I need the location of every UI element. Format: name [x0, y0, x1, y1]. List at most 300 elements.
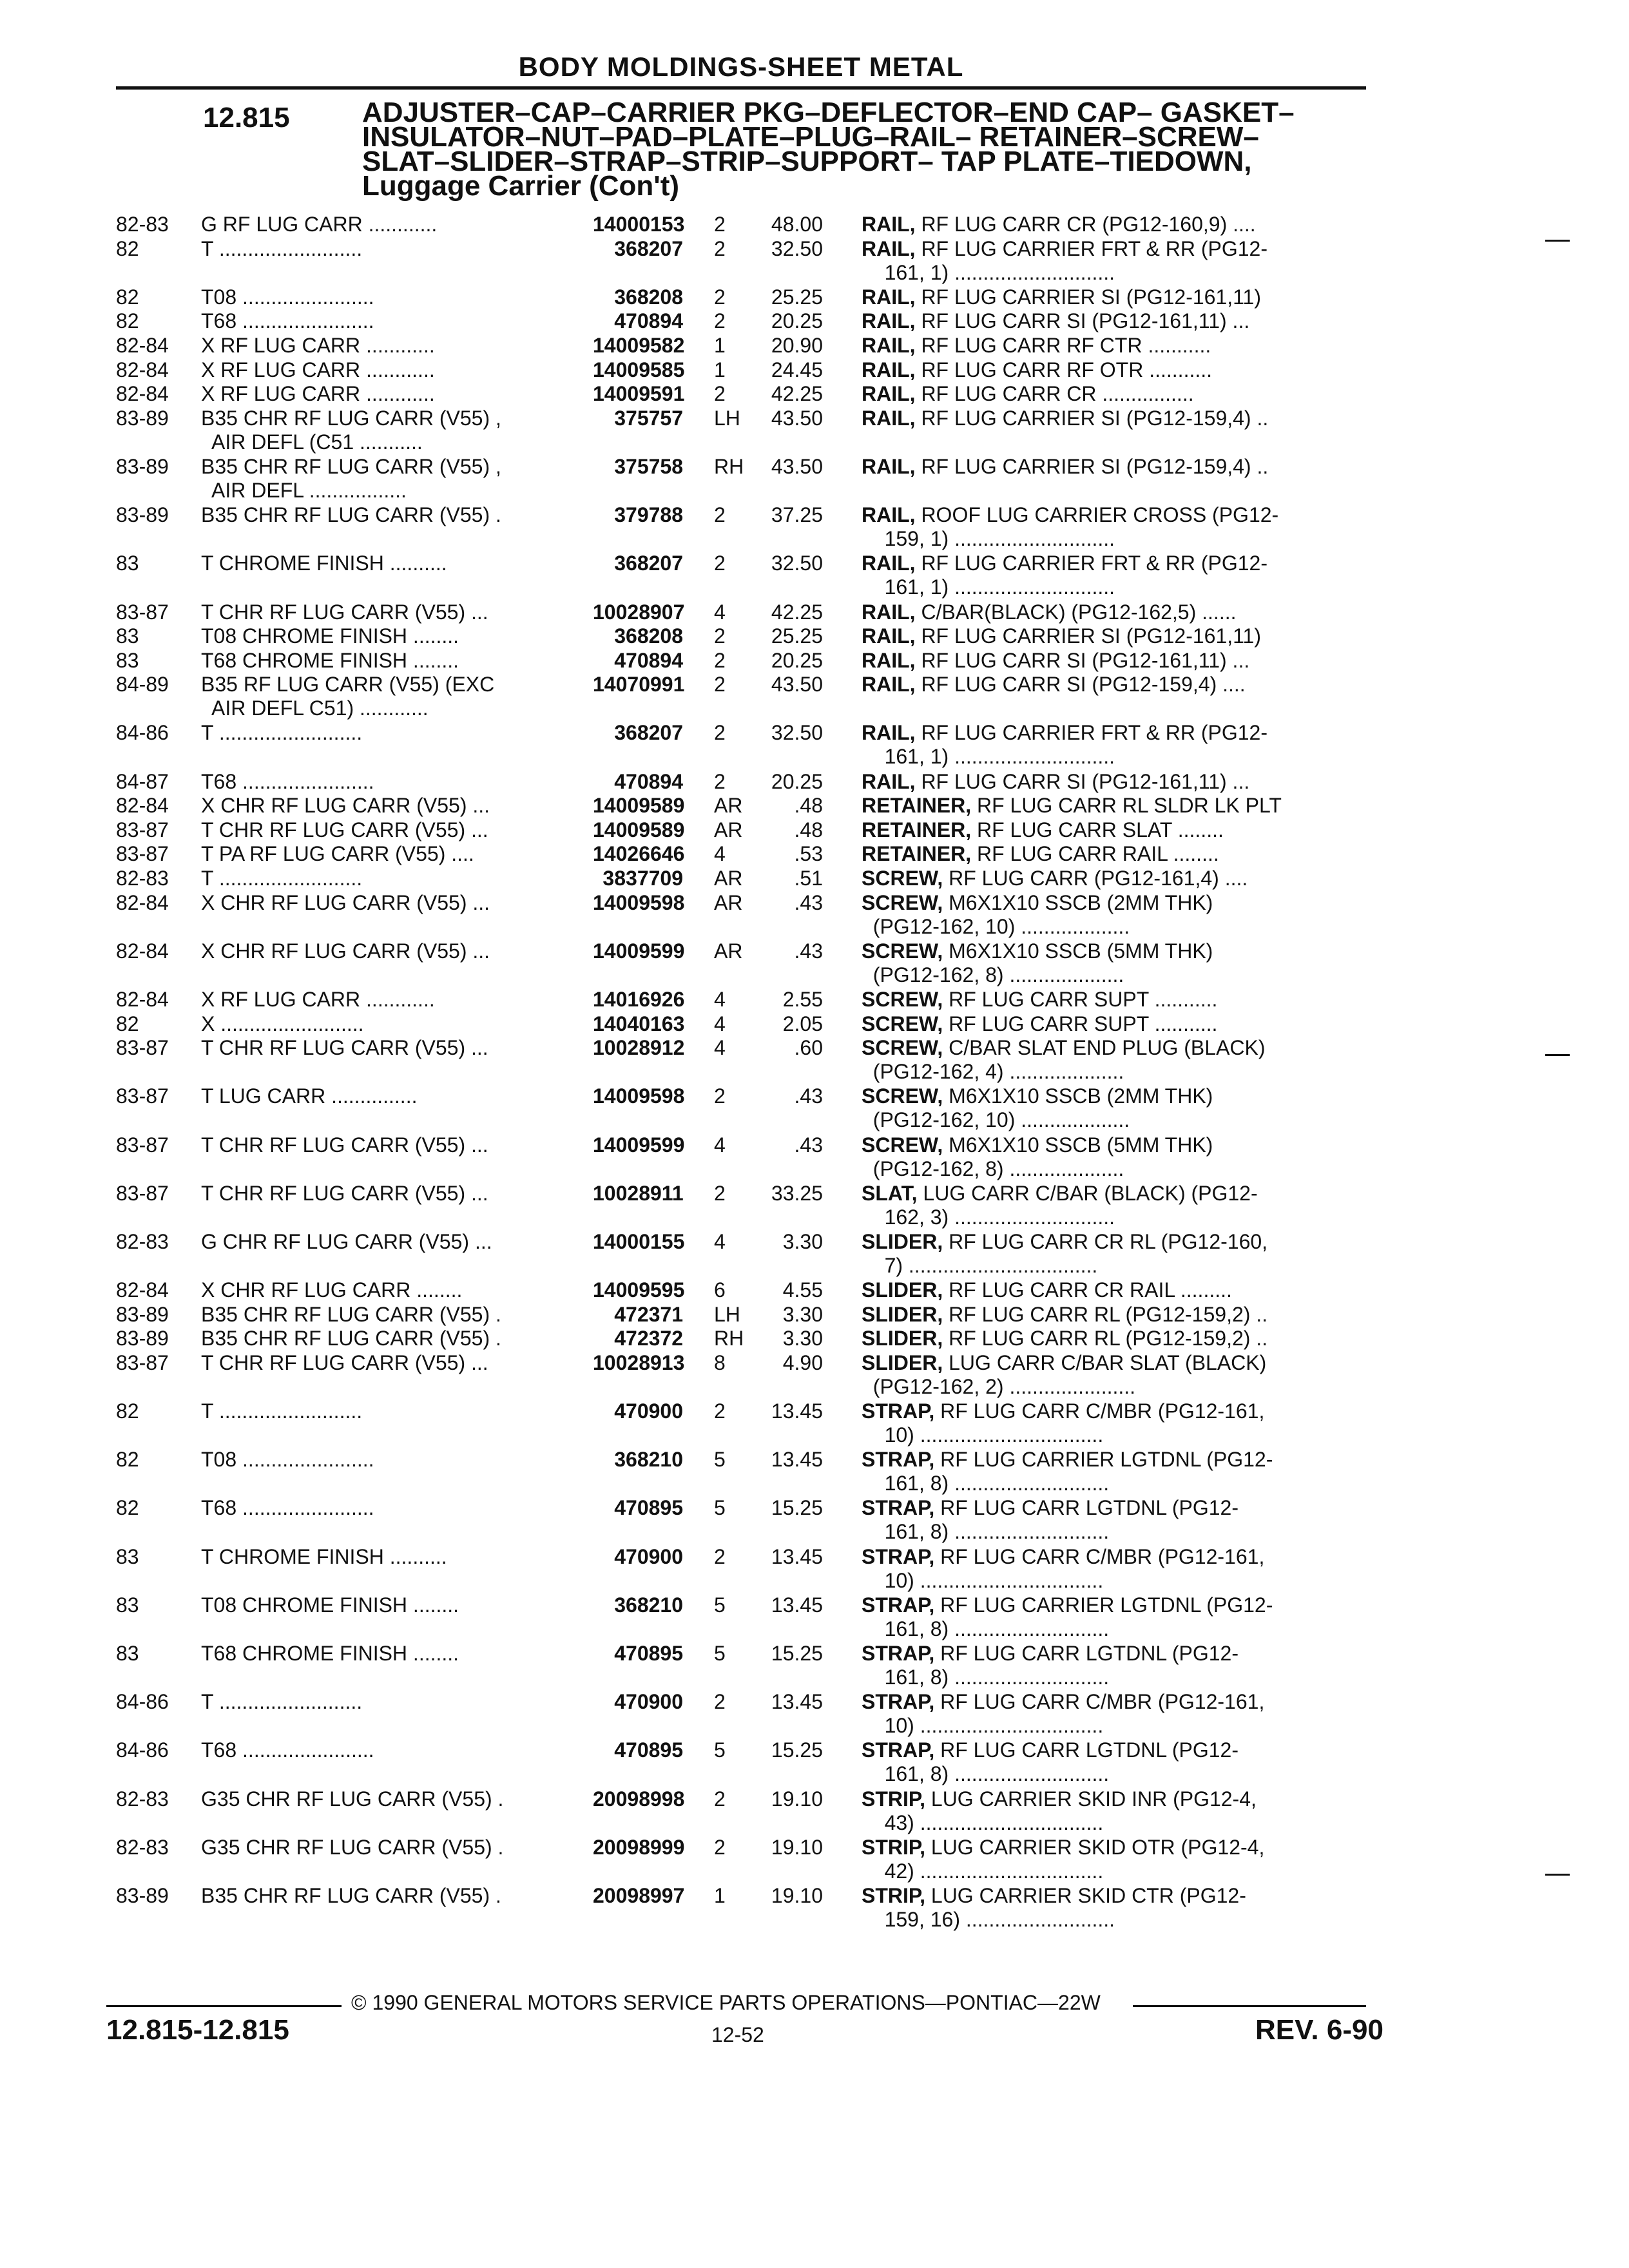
quantity-cell: 5	[714, 1738, 726, 1762]
part-number-cell: 20098998	[593, 1787, 685, 1811]
price-cell: 25.25	[771, 285, 823, 309]
table-row	[116, 309, 1366, 334]
table-row	[116, 842, 1366, 867]
description-cell: G CHR RF LUG CARR (V55) ...	[201, 1229, 492, 1253]
price-cell: 15.25	[771, 1738, 823, 1762]
price-cell: .43	[794, 939, 823, 963]
price-cell: 43.50	[771, 454, 823, 478]
part-name-keyword: RAIL,	[862, 358, 916, 381]
model-year-cell: 82-83	[116, 1835, 169, 1859]
quantity-cell: 2	[714, 503, 726, 527]
part-name-detail: RF LUG CARRIER LGTDNL (PG12- 161, 8) ...........................	[884, 1593, 1273, 1640]
table-row	[116, 334, 1366, 358]
part-name-detail: RF LUG CARR C/MBR (PG12-161, 10) ................................	[884, 1544, 1265, 1592]
table-row	[116, 867, 1366, 891]
price-cell: .43	[794, 1133, 823, 1157]
part-name-cell	[823, 1133, 1366, 1181]
part-name-detail: M6X1X10 SSCB (5MM THK) (PG12-162, 8) ....................	[872, 939, 1213, 986]
table-row	[116, 770, 1366, 794]
quantity-cell: 2	[714, 552, 726, 575]
part-number-cell: 472371	[614, 1302, 683, 1326]
part-name-detail: RF LUG CARRIER FRT & RR (PG12- 161, 1) ............................	[884, 721, 1268, 769]
part-name-detail: RF LUG CARR CR ................	[915, 382, 1194, 406]
part-name-keyword: RETAINER,	[862, 818, 972, 841]
part-name-detail: RF LUG CARR RL SLDR LK PLT	[971, 794, 1282, 818]
part-name-detail: RF LUG CARR CR RL (PG12-160, 7) .................................	[884, 1229, 1268, 1277]
price-cell: 43.50	[771, 673, 823, 697]
part-number-cell: 14016926	[593, 988, 685, 1011]
part-name-cell	[823, 1545, 1366, 1593]
price-cell: 13.45	[771, 1448, 823, 1472]
part-number-cell: 14009598	[593, 1084, 685, 1108]
part-name-detail: RF LUG CARRIER SI (PG12-161,11)	[915, 285, 1261, 309]
table-row	[116, 939, 1366, 988]
description-cell: T08 .......................	[201, 285, 374, 309]
description-cell: T68 .......................	[201, 1496, 374, 1520]
part-number-cell: 10028911	[593, 1181, 684, 1205]
table-row	[116, 1182, 1366, 1230]
section-number: 12.815	[203, 102, 290, 133]
part-name-cell	[823, 309, 1366, 333]
description-cell: B35 CHR RF LUG CARR (V55) .	[201, 1327, 501, 1350]
table-row	[116, 1448, 1366, 1496]
part-number-cell: 14026646	[593, 842, 685, 866]
model-year-cell: 82-84	[116, 794, 169, 818]
part-name-detail: RF LUG CARR SI (PG12-161,11) ...	[915, 769, 1250, 793]
price-cell: .48	[794, 794, 823, 818]
description-cell: X RF LUG CARR ............	[201, 358, 435, 381]
part-name-cell	[823, 601, 1366, 624]
part-name-keyword: RAIL,	[862, 624, 916, 648]
part-number-cell: 470894	[614, 309, 683, 333]
part-number-cell: 10028907	[593, 600, 685, 624]
part-name-detail: RF LUG CARR (PG12-161,4) ....	[943, 867, 1248, 890]
description-cell: T .........................	[201, 867, 363, 890]
description-cell: T CHROME FINISH ..........	[201, 552, 447, 575]
quantity-cell: 4	[714, 842, 726, 866]
model-year-cell: 83-87	[116, 1133, 169, 1157]
quantity-cell: 4	[714, 1229, 726, 1253]
part-name-keyword: STRAP,	[862, 1690, 935, 1714]
description-cell: X CHR RF LUG CARR (V55) ...	[201, 890, 490, 914]
model-year-cell: 82	[116, 309, 139, 333]
part-number-cell: 379788	[614, 503, 683, 527]
margin-tick	[1545, 1874, 1570, 1876]
model-year-cell: 83-87	[116, 1084, 169, 1108]
page-number: 12-52	[711, 2023, 764, 2046]
part-name-cell	[823, 213, 1366, 236]
model-year-cell: 84-89	[116, 673, 169, 697]
part-number-cell: 368208	[614, 624, 683, 648]
section-title: ADJUSTER–CAP–CARRIER PKG–DEFLECTOR–END CAP– GASKET–INSULATOR–NUT–PAD–PLATE–PLUG–RAIL– RETAINER–SCREW–SLAT–SLIDER–STRAP–STRIP–SUPPORT– TAP PLATE–TIEDOWN, Luggage Carrier (Con't)	[362, 97, 1295, 202]
part-name-detail: LUG CARR C/BAR SLAT (BLACK) (PG12-162, 2) ......................	[872, 1350, 1267, 1398]
part-number-cell: 470900	[614, 1399, 683, 1423]
part-name-cell	[823, 1593, 1366, 1641]
part-name-detail: RF LUG CARR CR (PG12-160,9) ....	[915, 213, 1256, 236]
quantity-cell: AR	[714, 890, 743, 914]
part-name-cell	[823, 455, 1366, 479]
price-cell: .48	[794, 818, 823, 841]
part-name-keyword: RAIL,	[862, 382, 916, 406]
margin-tick	[1545, 240, 1570, 242]
model-year-cell: 82-84	[116, 358, 169, 381]
quantity-cell: 1	[714, 1883, 726, 1907]
quantity-cell: 2	[714, 1787, 726, 1811]
price-cell: 32.50	[771, 236, 823, 260]
page-title: BODY MOLDINGS-SHEET METAL	[518, 52, 964, 82]
quantity-cell: 2	[714, 1399, 726, 1423]
description-cell: G35 CHR RF LUG CARR (V55) .	[201, 1787, 504, 1811]
model-year-cell: 82-83	[116, 867, 169, 890]
part-name-detail: M6X1X10 SSCB (2MM THK) (PG12-162, 10) ...................	[872, 1084, 1213, 1132]
table-row	[116, 1399, 1366, 1448]
price-cell: 20.25	[771, 309, 823, 333]
description-cell: X RF LUG CARR ............	[201, 333, 435, 357]
part-name-keyword: SCREW,	[862, 939, 943, 963]
part-name-keyword: RAIL,	[862, 503, 916, 527]
model-year-cell: 82-84	[116, 939, 169, 963]
table-row	[116, 455, 1366, 503]
price-cell: 48.00	[771, 213, 823, 236]
part-number-cell: 14009599	[593, 1133, 685, 1157]
part-name-keyword: RAIL,	[862, 648, 916, 672]
price-cell: 42.25	[771, 600, 823, 624]
part-name-detail: RF LUG CARR C/MBR (PG12-161, 10) ................................	[884, 1399, 1265, 1447]
table-row	[116, 1884, 1366, 1932]
price-cell: .51	[794, 867, 823, 890]
description-cell: T68 CHROME FINISH ........	[201, 1642, 459, 1666]
part-name-keyword: SLAT,	[862, 1181, 918, 1205]
model-year-cell: 83	[116, 624, 139, 648]
footer-rule-right	[1133, 2005, 1366, 2007]
price-cell: .43	[794, 890, 823, 914]
quantity-cell: 2	[714, 648, 726, 672]
part-name-cell	[823, 842, 1366, 866]
part-number-cell: 14040163	[593, 1012, 685, 1035]
model-year-cell: 83-89	[116, 503, 169, 527]
part-name-keyword: STRAP,	[862, 1642, 935, 1666]
part-name-keyword: RETAINER,	[862, 794, 972, 818]
part-name-cell	[823, 358, 1366, 382]
price-cell: 24.45	[771, 358, 823, 381]
quantity-cell: 8	[714, 1350, 726, 1374]
part-name-keyword: RETAINER,	[862, 842, 972, 866]
part-number-cell: 3837709	[602, 867, 683, 890]
part-name-cell	[823, 334, 1366, 358]
part-number-cell: 14009585	[593, 358, 685, 381]
model-year-cell: 82	[116, 285, 139, 309]
part-name-keyword: RAIL,	[862, 454, 916, 478]
part-name-keyword: STRAP,	[862, 1544, 935, 1568]
part-name-detail: RF LUG CARR LGTDNL (PG12- 161, 8) ...........................	[884, 1642, 1239, 1689]
part-name-detail: RF LUG CARR SUPT ...........	[943, 1012, 1218, 1035]
part-number-cell: 14000155	[593, 1229, 685, 1253]
model-year-cell: 84-87	[116, 769, 169, 793]
part-name-detail: RF LUG CARR SUPT ...........	[943, 988, 1218, 1011]
part-name-cell	[823, 988, 1366, 1012]
part-number-cell: 368207	[614, 721, 683, 745]
quantity-cell: AR	[714, 794, 743, 818]
description-cell: T CHR RF LUG CARR (V55) ...	[201, 818, 488, 841]
model-year-cell: 82-83	[116, 213, 169, 236]
quantity-cell: 4	[714, 1012, 726, 1035]
part-name-detail: RF LUG CARRIER SI (PG12-159,4) ..	[915, 406, 1269, 430]
part-name-detail: RF LUG CARR SLAT ........	[971, 818, 1224, 841]
price-cell: 4.55	[782, 1278, 823, 1302]
part-name-keyword: RAIL,	[862, 236, 916, 260]
quantity-cell: 2	[714, 236, 726, 260]
quantity-cell: 2	[714, 769, 726, 793]
part-name-detail: RF LUG CARR C/MBR (PG12-161, 10) ................................	[884, 1690, 1265, 1738]
part-name-keyword: STRAP,	[862, 1399, 935, 1423]
part-number-cell: 470900	[614, 1690, 683, 1714]
part-name-cell	[823, 867, 1366, 890]
part-number-cell: 368207	[614, 236, 683, 260]
price-cell: 37.25	[771, 503, 823, 527]
part-name-detail: RF LUG CARRIER SI (PG12-161,11)	[915, 624, 1261, 648]
part-name-detail: RF LUG CARR LGTDNL (PG12- 161, 8) ...........................	[884, 1738, 1239, 1786]
part-name-cell	[823, 770, 1366, 794]
part-number-cell: 375757	[614, 406, 683, 430]
part-number-cell: 20098999	[593, 1835, 685, 1859]
part-name-cell	[823, 1327, 1366, 1350]
part-number-cell: 14070991	[593, 673, 685, 697]
price-cell: 3.30	[782, 1302, 823, 1326]
part-number-cell: 14009589	[593, 794, 685, 818]
model-year-cell: 83	[116, 648, 139, 672]
part-name-cell	[823, 1036, 1366, 1084]
part-name-detail: RF LUG CARRIER LGTDNL (PG12- 161, 8) ...........................	[884, 1448, 1273, 1495]
table-row	[116, 285, 1366, 310]
part-name-keyword: STRAP,	[862, 1593, 935, 1617]
table-row	[116, 213, 1366, 237]
quantity-cell: 4	[714, 600, 726, 624]
model-year-cell: 83-89	[116, 1302, 169, 1326]
part-name-keyword: RAIL,	[862, 721, 916, 745]
quantity-cell: LH	[714, 406, 740, 430]
table-row	[116, 1133, 1366, 1182]
part-number-cell: 470895	[614, 1496, 683, 1520]
table-row	[116, 1642, 1366, 1690]
margin-tick	[1545, 1054, 1570, 1056]
model-year-cell: 83	[116, 1544, 139, 1568]
part-name-detail: LUG CARRIER SKID CTR (PG12- 159, 16) ..........................	[884, 1883, 1246, 1931]
model-year-cell: 83-89	[116, 1883, 169, 1907]
model-year-cell: 82-84	[116, 988, 169, 1011]
quantity-cell: 2	[714, 213, 726, 236]
description-cell: T08 .......................	[201, 1448, 374, 1472]
part-name-keyword: STRAP,	[862, 1448, 935, 1472]
part-name-keyword: STRIP,	[862, 1787, 925, 1811]
model-year-cell: 82-84	[116, 382, 169, 406]
part-name-detail: RF LUG CARR SI (PG12-161,11) ...	[915, 309, 1250, 333]
part-name-detail: RF LUG CARRIER SI (PG12-159,4) ..	[915, 454, 1269, 478]
model-year-cell: 82	[116, 1496, 139, 1520]
part-name-cell	[823, 503, 1366, 551]
part-name-detail: RF LUG CARR SI (PG12-159,4) ....	[915, 673, 1246, 697]
quantity-cell: 2	[714, 1690, 726, 1714]
model-year-cell: 82-83	[116, 1787, 169, 1811]
price-cell: 3.30	[782, 1327, 823, 1350]
price-cell: 33.25	[771, 1181, 823, 1205]
price-cell: 25.25	[771, 624, 823, 648]
quantity-cell: RH	[714, 454, 744, 478]
quantity-cell: 2	[714, 1835, 726, 1859]
table-row	[116, 818, 1366, 843]
table-row	[116, 358, 1366, 383]
description-cell: T CHROME FINISH ..........	[201, 1544, 447, 1568]
model-year-cell: 83-89	[116, 1327, 169, 1350]
quantity-cell: 2	[714, 1084, 726, 1108]
part-name-cell	[823, 818, 1366, 842]
part-name-keyword: STRIP,	[862, 1835, 925, 1859]
description-cell: T68 .......................	[201, 1738, 374, 1762]
part-number-cell: 470895	[614, 1738, 683, 1762]
part-name-keyword: SCREW,	[862, 890, 943, 914]
price-cell: 19.10	[771, 1787, 823, 1811]
model-year-cell: 82	[116, 236, 139, 260]
model-year-cell: 84-86	[116, 1690, 169, 1714]
table-row	[116, 1496, 1366, 1544]
model-year-cell: 82-84	[116, 890, 169, 914]
part-name-cell	[823, 673, 1366, 697]
part-name-keyword: SCREW,	[862, 1012, 943, 1035]
description-cell: T PA RF LUG CARR (V55) ....	[201, 842, 474, 866]
table-row	[116, 407, 1366, 455]
table-row	[116, 1593, 1366, 1642]
part-name-cell	[823, 721, 1366, 769]
part-name-detail: RF LUG CARR RL (PG12-159,2) ..	[943, 1327, 1268, 1350]
price-cell: 20.90	[771, 333, 823, 357]
model-year-cell: 84-86	[116, 721, 169, 745]
price-cell: 42.25	[771, 382, 823, 406]
table-row	[116, 1738, 1366, 1787]
description-cell: T .........................	[201, 721, 363, 745]
part-name-cell	[823, 237, 1366, 285]
part-number-cell: 14009598	[593, 890, 685, 914]
part-name-detail: C/BAR SLAT END PLUG (BLACK) (PG12-162, 4) ....................	[872, 1036, 1266, 1084]
part-name-detail: LUG CARRIER SKID OTR (PG12-4, 42) ................................	[884, 1835, 1265, 1883]
part-number-cell: 14009582	[593, 333, 685, 357]
description-cell: G RF LUG CARR ............	[201, 213, 438, 236]
parts-table	[116, 213, 1366, 1932]
quantity-cell: 4	[714, 1036, 726, 1060]
table-row	[116, 891, 1366, 939]
table-row	[116, 1084, 1366, 1133]
part-name-keyword: SCREW,	[862, 1084, 943, 1108]
quantity-cell: 4	[714, 988, 726, 1011]
quantity-cell: 4	[714, 1133, 726, 1157]
table-row	[116, 673, 1366, 721]
part-name-cell	[823, 1738, 1366, 1786]
part-number-cell: 14009589	[593, 818, 685, 841]
table-row	[116, 1036, 1366, 1084]
table-row	[116, 794, 1366, 818]
price-cell: 19.10	[771, 1883, 823, 1907]
quantity-cell: 2	[714, 382, 726, 406]
table-row	[116, 649, 1366, 673]
part-number-cell: 470895	[614, 1642, 683, 1666]
header-rule	[116, 86, 1366, 90]
quantity-cell: 5	[714, 1593, 726, 1617]
quantity-cell: 2	[714, 285, 726, 309]
part-name-keyword: SLIDER,	[862, 1278, 943, 1302]
price-cell: 15.25	[771, 1496, 823, 1520]
price-cell: 20.25	[771, 769, 823, 793]
part-name-detail: RF LUG CARRIER FRT & RR (PG12- 161, 1) ............................	[884, 236, 1268, 284]
part-name-cell	[823, 1496, 1366, 1544]
part-number-cell: 10028912	[593, 1036, 685, 1060]
quantity-cell: LH	[714, 1302, 740, 1326]
price-cell: 3.30	[782, 1229, 823, 1253]
part-name-cell	[823, 1690, 1366, 1738]
part-name-detail: ROOF LUG CARRIER CROSS (PG12- 159, 1) ............................	[884, 503, 1279, 551]
part-name-cell	[823, 891, 1366, 939]
table-row	[116, 1303, 1366, 1327]
quantity-cell: 5	[714, 1496, 726, 1520]
part-name-cell	[823, 1448, 1366, 1495]
part-name-cell	[823, 407, 1366, 430]
part-name-detail: LUG CARRIER SKID INR (PG12-4, 43) ................................	[884, 1787, 1257, 1834]
quantity-cell: RH	[714, 1327, 744, 1350]
part-name-keyword: SCREW,	[862, 1036, 943, 1060]
part-number-cell: 20098997	[593, 1883, 685, 1907]
description-cell: T .........................	[201, 1690, 363, 1714]
description-cell: X RF LUG CARR ............	[201, 382, 435, 406]
section-range: 12.815-12.815	[106, 2014, 289, 2046]
description-cell: T CHR RF LUG CARR (V55) ...	[201, 1133, 488, 1157]
price-cell: .43	[794, 1084, 823, 1108]
model-year-cell: 83-87	[116, 842, 169, 866]
part-name-cell	[823, 1836, 1366, 1883]
description-cell: T CHR RF LUG CARR (V55) ...	[201, 600, 488, 624]
part-name-cell	[823, 1351, 1366, 1399]
description-cell: T CHR RF LUG CARR (V55) ...	[201, 1036, 488, 1060]
model-year-cell: 82	[116, 1448, 139, 1472]
part-number-cell: 470894	[614, 769, 683, 793]
part-name-keyword: SLIDER,	[862, 1327, 943, 1350]
model-year-cell: 83-87	[116, 1181, 169, 1205]
description-cell: X .........................	[201, 1012, 364, 1035]
quantity-cell: 1	[714, 358, 726, 381]
part-name-detail: RF LUG CARR RF OTR ...........	[915, 358, 1213, 381]
part-name-detail: C/BAR(BLACK) (PG12-162,5) ......	[915, 600, 1237, 624]
quantity-cell: 5	[714, 1448, 726, 1472]
model-year-cell: 83	[116, 1593, 139, 1617]
price-cell: 19.10	[771, 1835, 823, 1859]
part-name-keyword: SCREW,	[862, 988, 943, 1011]
part-name-keyword: SLIDER,	[862, 1229, 943, 1253]
part-number-cell: 14009595	[593, 1278, 685, 1302]
part-name-cell	[823, 624, 1366, 648]
part-name-keyword: RAIL,	[862, 309, 916, 333]
description-cell: T68 CHROME FINISH ........	[201, 648, 459, 672]
part-number-cell: 470900	[614, 1544, 683, 1568]
description-cell: T68 .......................	[201, 309, 374, 333]
quantity-cell: 2	[714, 673, 726, 697]
table-row	[116, 1690, 1366, 1738]
model-year-cell: 83-87	[116, 1350, 169, 1374]
part-name-keyword: SCREW,	[862, 1133, 943, 1157]
part-name-keyword: RAIL,	[862, 333, 916, 357]
price-cell: 43.50	[771, 406, 823, 430]
quantity-cell: AR	[714, 818, 743, 841]
quantity-cell: 6	[714, 1278, 726, 1302]
model-year-cell: 83-87	[116, 1036, 169, 1060]
part-name-cell	[823, 1278, 1366, 1302]
description-cell: T LUG CARR ...............	[201, 1084, 418, 1108]
table-row	[116, 237, 1366, 285]
